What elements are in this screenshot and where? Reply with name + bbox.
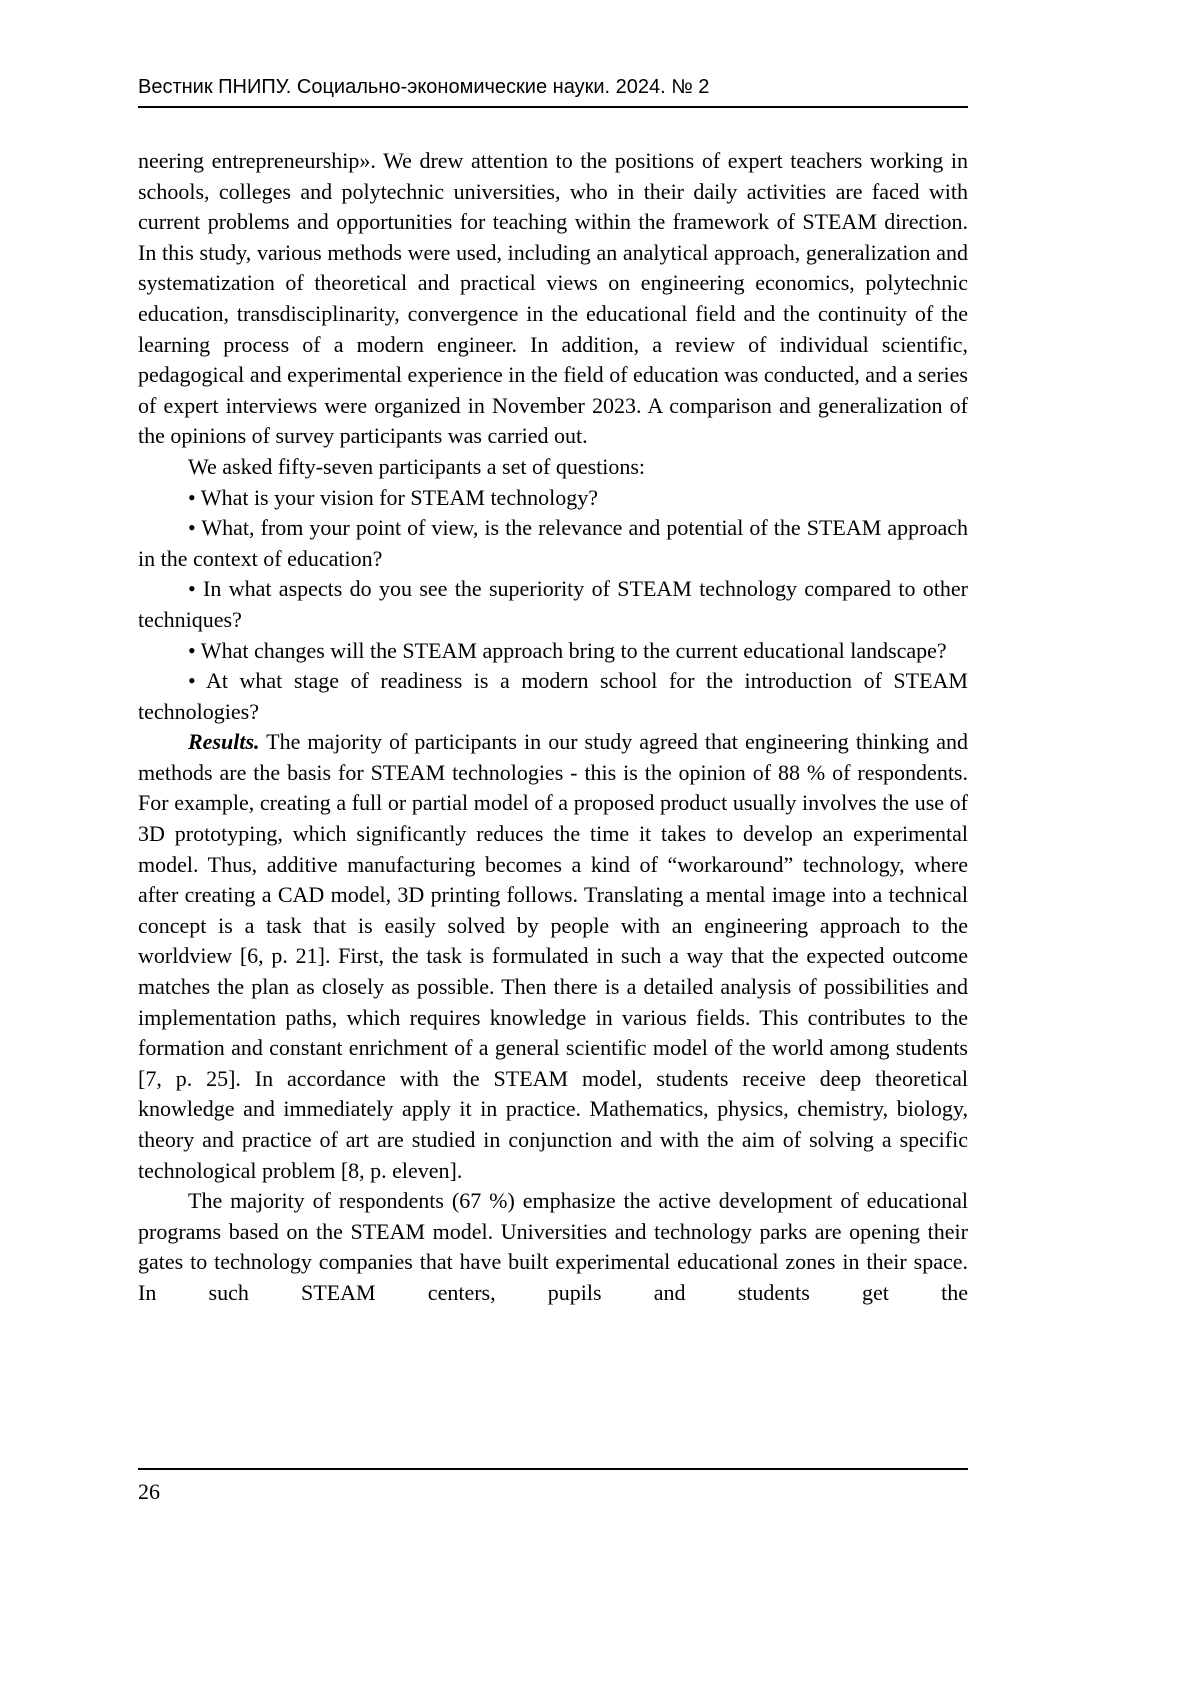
bullet-item-superiority: • In what aspects do you see the superiority of STEAM technology compared to other techniques? (138, 576, 968, 632)
bullet-item-changes: • What changes will the STEAM approach bring to the current educational landscape? (188, 637, 947, 663)
paragraph-intro-questions: We asked fifty-seven participants a set of questions: (188, 453, 646, 479)
paragraph-continuation: neering entrepreneurship». We drew attention to the positions of expert teachers working in schools, colleges and polytechnic universities, who in their daily activities are faced with current problems and opportunities for teaching within the framework of STEAM direction. In this study, various methods were used, including an analytical approach, generalization and systematization of theoretical and practical views on engineering economics, polytechnic education, transdisciplinarity, convergence in the educational field and the continuity of the learning process of a modern engineer. In addition, a review of individual scientific, pedagogical and experimental experience in the field of education was conducted, and a series of expert interviews were organized in November 2023. A comparison and generalization of the opinions of survey participants was carried out. (138, 148, 968, 449)
bullet-item-relevance: • What, from your point of view, is the relevance and potential of the STEAM approach in the context of education? (138, 515, 968, 571)
footer-rule (138, 1468, 968, 1470)
article-body (138, 146, 968, 1309)
paragraph-results (138, 727, 968, 1186)
bullet-item-vision: • What is your vision for STEAM technology? (188, 484, 598, 510)
paragraph-final: The majority of respondents (67 %) emphasize the active development of educational programs based on the STEAM model. Universities and technology parks are opening their gates to technology companies that have built experimental educational zones in their space. In such STEAM centers, pupils and students get the (138, 1188, 968, 1305)
results-lead-label: Results. (188, 729, 260, 755)
running-header-title: Вестник ПНИПУ. Социально-экономические науки. 2024. № 2 (138, 76, 710, 98)
page-number: 26 (138, 1479, 160, 1504)
results-text: The majority of participants in our study agreed that engineering thinking and methods are the basis for STEAM technologies - this is the opinion of 88 % of respondents. For example, creating a full or partial model of a proposed product usually involves the use of 3D prototyping, which significantly reduces the time it takes to develop an experimental model. Thus, additive manufacturing becomes a kind of “workaround” technology, where after creating a CAD model, 3D printing follows. Translating a mental image into a technical concept is a task that is easily solved by people with an engineering approach to the worldview [6, p. 21]. First, the task is formulated in such a way that the expected outcome matches the plan as closely as possible. Then there is a detailed analysis of possibilities and implementation paths, which requires knowledge in various fields. This contributes to the formation and constant enrichment of a general scientific model of the world among students [7, p. 25]. In accordance with the STEAM model, students receive deep theoretical knowledge and immediately apply it in practice. Mathematics, physics, chemistry, biology, theory and practice of art are studied in conjunction and with the aim of solving a specific technological problem [8, p. eleven]. (138, 729, 968, 1183)
bullet-item-readiness: • At what stage of readiness is a modern school for the introduction of STEAM technologies? (138, 668, 968, 724)
page-footer (138, 1468, 968, 1505)
running-header (138, 75, 968, 108)
